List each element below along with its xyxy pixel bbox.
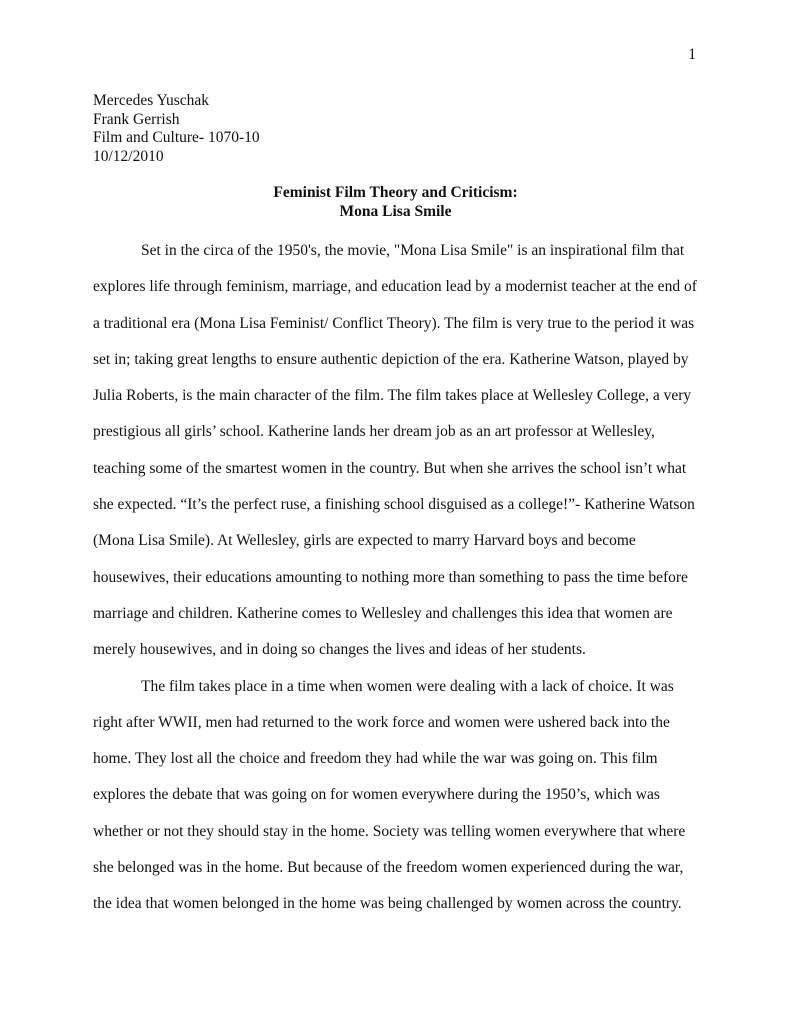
paragraph-line: teaching some of the smartest women in the country. But when she arrives the school isn’t what <box>93 459 687 477</box>
paragraph-line: (Mona Lisa Smile). At Wellesley, girls are expected to marry Harvard boys and become <box>93 532 636 550</box>
title-line-2: Mona Lisa Smile <box>339 202 452 220</box>
instructor-name: Frank Gerrish <box>93 110 180 128</box>
paragraph-line: marriage and children. Katherine comes to Wellesley and challenges this idea that women are <box>93 604 673 622</box>
document-title <box>0 184 791 221</box>
paragraph-line: The film takes place in a time when women were dealing with a lack of choice. It was <box>141 677 674 695</box>
paragraph-line: a traditional era (Mona Lisa Feminist/ Conflict Theory). The film is very true to the period it was <box>93 314 695 332</box>
paragraph-line: set in; taking great lengths to ensure authentic depiction of the era. Katherine Watson, played by <box>93 350 689 368</box>
author-name: Mercedes Yuschak <box>93 92 210 109</box>
paragraph-line: she expected. “It’s the perfect ruse, a finishing school disguised as a college!”- Katherine Watson <box>93 496 695 514</box>
paragraph-line: merely housewives, and in doing so changes the lives and ideas of her students. <box>93 641 586 659</box>
paragraph-line: whether or not they should stay in the home. Society was telling women everywhere that where <box>93 822 686 840</box>
page-number: 1 <box>688 46 696 63</box>
paragraph-line: housewives, their educations amounting to nothing more than something to pass the time before <box>93 568 688 586</box>
paragraph-line: explores the debate that was going on for women everywhere during the 1950’s, which was <box>93 786 660 804</box>
paragraph-line: explores life through feminism, marriage, and education lead by a modernist teacher at the end of <box>93 278 697 296</box>
paragraph-line: home. They lost all the choice and freedom they had while the war was going on. This film <box>93 750 658 768</box>
document-date: 10/12/2010 <box>93 147 164 165</box>
paragraph-line: Julia Roberts, is the main character of the film. The film takes place at Wellesley College, a very <box>93 387 692 405</box>
paragraph-line: she belonged was in the home. But because of the freedom women experienced during the war, <box>93 859 684 877</box>
header-block <box>93 92 260 166</box>
body-text <box>93 233 697 923</box>
paragraph-line: Set in the circa of the 1950's, the movie, "Mona Lisa Smile" is an inspirational film that <box>141 242 685 259</box>
paragraph-line: the idea that women belonged in the home was being challenged by women across the country. <box>93 895 682 913</box>
course-name: Film and Culture- 1070-10 <box>93 129 260 146</box>
paragraph-line: right after WWII, men had returned to the work force and women were ushered back into the <box>93 713 670 731</box>
paragraph-line: prestigious all girls’ school. Katherine lands her dream job as an art professor at Wellesley, <box>93 423 655 441</box>
title-line-1: Feminist Film Theory and Criticism: <box>273 184 518 201</box>
